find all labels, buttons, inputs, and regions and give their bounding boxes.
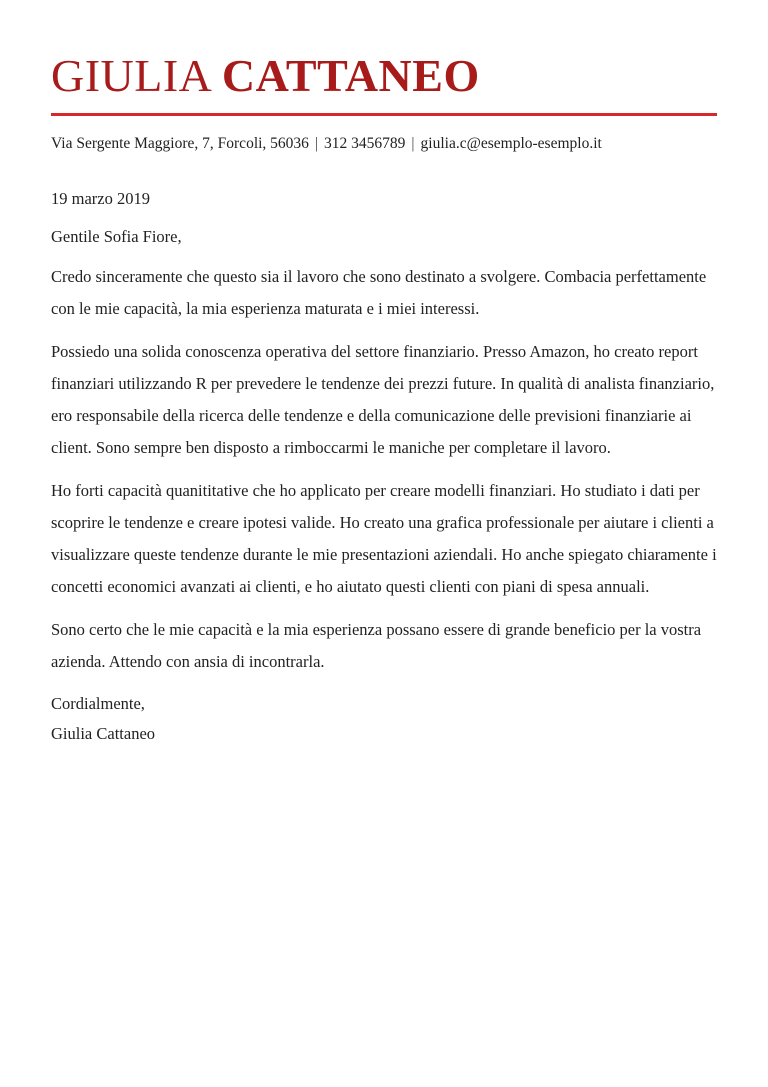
header-divider (51, 113, 717, 116)
letter-signature: Giulia Cattaneo (51, 724, 156, 743)
letter-paragraph: Possiedo una solida conoscenza operativa del settore finanziario. Presso Amazon, ho creato report finanziari utilizzando R per prevedere le tendenze dei prezzi future. In qualità di analista finanziario, ero responsabile della ricerca delle tendenze e della comunicazione delle previsioni finanziarie ai client. Sono sempre ben disposto a rimboccarmi le maniche per completare il lavoro. (51, 342, 715, 457)
contact-phone: 312 3456789 (324, 135, 406, 152)
contact-separator: | (411, 135, 415, 152)
contact-separator: | (314, 135, 319, 152)
first-name: GIULIA (51, 50, 210, 101)
contact-address: Via Sergente Maggiore, 7, Forcoli, 56036 (51, 135, 309, 152)
letter-paragraph: Credo sinceramente che questo sia il lavoro che sono destinato a svolgere. Combacia perfettamente con le mie capacità, la mia esperienza maturata e i miei interessi. (51, 267, 707, 318)
letter-greeting: Gentile Sofia Fiore, (51, 227, 182, 246)
contact-line (51, 134, 602, 154)
letter-paragraph: Ho forti capacità quanititative che ho applicato per creare modelli finanziari. Ho studiato i dati per scoprire le tendenze e creare ipotesi valide. Ho creato una grafica professionale per aiutare i clienti a visualizzare queste tendenze durante le mie presentazioni aziendali. Ho anche spiegato chiaramente i concetti economici avanzati ai clienti, e ho aiutato questi clienti con piani di spesa annuali. (51, 481, 717, 596)
last-name: CATTANEO (221, 50, 480, 101)
letter-closing: Cordialmente, (51, 694, 145, 713)
contact-email: giulia.c@esemplo-esemplo.it (420, 135, 602, 152)
letter-body (51, 183, 723, 749)
letter-paragraph: Sono certo che le mie capacità e la mia esperienza possano essere di grande beneficio per la vostra azienda. Attendo con ansia di incontrarla. (51, 620, 702, 671)
applicant-name (51, 50, 480, 102)
letter-date: 19 marzo 2019 (51, 189, 150, 208)
